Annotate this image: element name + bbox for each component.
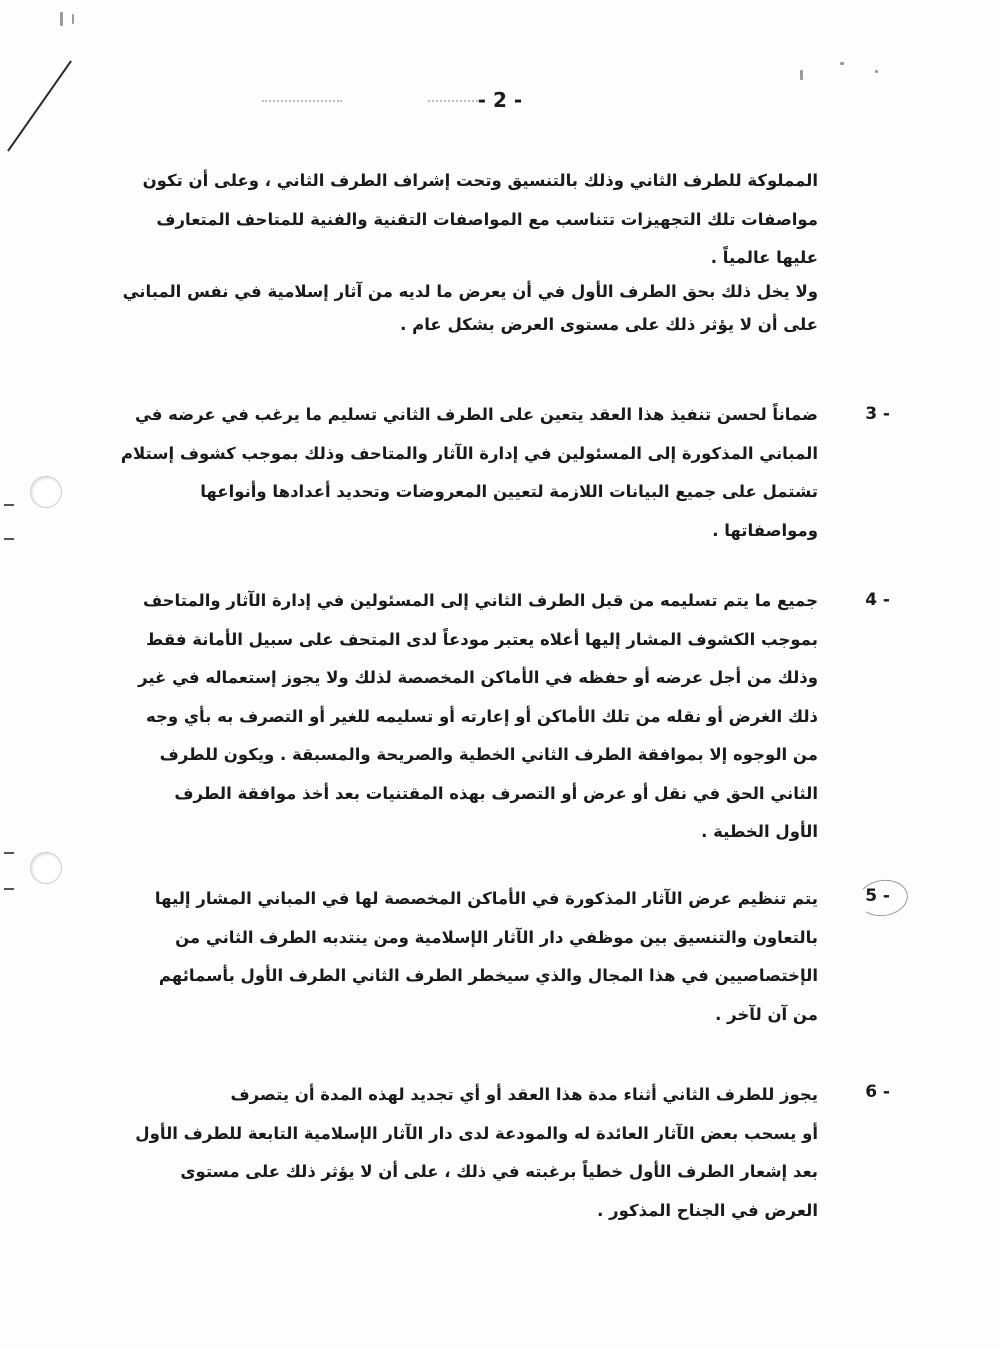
paragraph-line: من آن لآخر . (715, 1004, 818, 1024)
scan-speck (60, 12, 63, 26)
scan-speck (875, 70, 878, 73)
paragraph-line: ولا يخل ذلك بحق الطرف الأول في أن يعرض ما لديه من آثار إسلامية في نفس المباني (122, 281, 818, 301)
clause-5-text (120, 880, 818, 1034)
scan-speck (72, 14, 74, 24)
paragraph-line: جميع ما يتم تسليمه من قبل الطرف الثاني إلى المسئولين في إدارة الآثار والمتاحف (142, 591, 818, 610)
clause-number-5: 5 - (865, 886, 890, 906)
paragraph-line: الثاني الحق في نقل أو عرض أو التصرف بهذه المقتنيات بعد أخذ موافقة الطرف (174, 783, 818, 803)
paragraph-line: بالتعاون والتنسيق بين موظفي دار الآثار الإسلامية ومن ينتدبه الطرف الثاني من (175, 927, 818, 947)
paragraph-line: ذلك الغرض أو نقله من تلك الأماكن أو إعارته أو تسليمه للغير أو التصرف به بأي وجه (145, 706, 818, 726)
clause-number-3: 3 - (865, 404, 890, 424)
paragraph-line: ومواصفاتها . (712, 520, 818, 540)
paragraph-line: مواصفات تلك التجهيزات تتناسب مع المواصفات التقنية والفنية للمتاحف المتعارف (156, 209, 818, 229)
paragraph-line: المملوكة للطرف الثاني وذلك بالتنسيق وتحت إشراف الطرف الثاني ، وعلى أن تكون (142, 171, 818, 190)
paragraph-line: على أن لا يؤثر ذلك على مستوى العرض بشكل عام . (400, 314, 818, 334)
punch-hole-top (30, 476, 62, 508)
corner-pen-stroke (7, 60, 72, 151)
margin-tick (4, 888, 14, 890)
page-number: - 2 - (477, 88, 523, 112)
paragraph-line: بموجب الكشوف المشار إليها أعلاه يعتبر مودعاً لدى المتحف على سبيل الأمانة فقط (146, 629, 818, 649)
clause-3-text (120, 396, 818, 550)
paragraph-line: يتم تنظيم عرض الآثار المذكورة في الأماكن المخصصة لها في المباني المشار إليها (154, 889, 818, 908)
paragraph-line: أو يسحب بعض الآثار العائدة له والمودعة لدى دار الآثار الإسلامية التابعة للطرف الأول (135, 1123, 818, 1143)
paragraph-line: وذلك من أجل عرضه أو حفظه في الأماكن المخصصة لذلك ولا يجوز إستعماله في غير (138, 668, 818, 687)
paragraph-line: يجوز للطرف الثاني أثناء مدة هذا العقد أو أي تجديد لهذه المدة أن يتصرف (230, 1085, 818, 1104)
paragraph-line: الأول الخطية . (701, 822, 818, 841)
clause-6-text (120, 1076, 818, 1230)
clause-4-text (120, 582, 818, 852)
faint-header-mark-left (262, 92, 342, 102)
paragraph-line: تشتمل على جميع البيانات اللازمة لتعيين المعروضات وتحديد أعدادها وأنواعها (200, 482, 818, 501)
margin-tick (4, 538, 14, 540)
scan-speck (800, 70, 803, 80)
margin-tick (4, 852, 14, 854)
clause-number-6: 6 - (865, 1082, 890, 1102)
paragraph-line: عليها عالمياً . (710, 248, 818, 267)
paragraph-line: من الوجوه إلا بموافقة الطرف الثاني الخطية والصريحة والمسبقة . ويكون للطرف (159, 745, 818, 764)
paragraph-line: المباني المذكورة إلى المسئولين في إدارة الآثار والمتاحف وذلك بموجب كشوف إستلام (120, 443, 818, 463)
margin-tick (4, 504, 14, 506)
paragraph-line: الإختصاصيين في هذا المجال والذي سيخطر الطرف الثاني الطرف الأول بأسمائهم (158, 966, 818, 985)
paragraph-line: بعد إشعار الطرف الأول خطياً برغبته في ذلك ، على أن لا يؤثر ذلك على مستوى (180, 1162, 818, 1181)
paragraph-line: العرض في الجناح المذكور . (597, 1200, 818, 1220)
paragraph-line: ضماناً لحسن تنفيذ هذا العقد يتعين على الطرف الثاني تسليم ما يرغب في عرضه في (134, 405, 818, 424)
punch-hole-bottom (30, 852, 62, 884)
clause-number-4: 4 - (865, 590, 890, 610)
paragraph-continuation (120, 162, 818, 344)
scan-speck (840, 62, 844, 65)
